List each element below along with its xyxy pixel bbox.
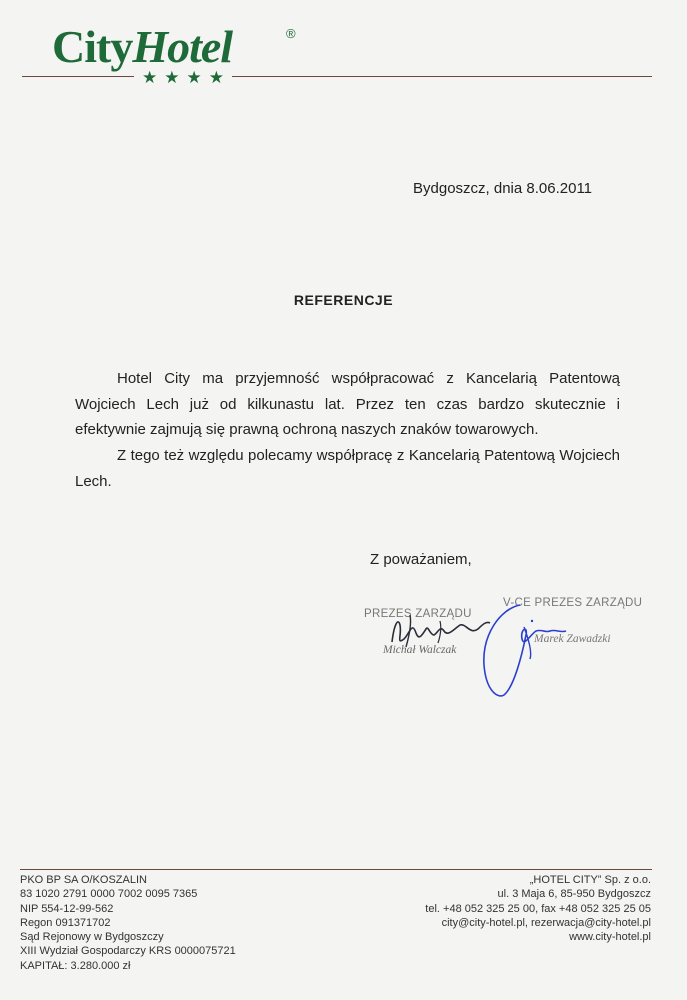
footer-left-line: PKO BP SA O/KOSZALIN bbox=[20, 874, 147, 886]
footer-right-line: tel. +48 052 325 25 00, fax +48 052 325 25 05 bbox=[425, 902, 651, 915]
logo-wordmark bbox=[52, 22, 232, 72]
footer-left-line: Sąd Rejonowy w Bydgoszczy bbox=[20, 931, 164, 944]
footer-right-line: „HOTEL CITY” Sp. z o.o. bbox=[529, 874, 651, 886]
signature-title-right: V-CE PREZES ZARZĄDU bbox=[503, 597, 643, 609]
footer-right-line: www.city-hotel.pl bbox=[569, 931, 651, 944]
logo-hotel-text: Hotel bbox=[132, 21, 233, 72]
letter-date: Bydgoszcz, dnia 8.06.2011 bbox=[413, 180, 593, 197]
signature-name-left: Michał Walczak bbox=[383, 644, 457, 656]
footer-left-line: XIII Wydział Gospodarczy KRS 0000075721 bbox=[20, 945, 236, 958]
footer-left-line: Regon 091371702 bbox=[20, 916, 111, 929]
signature-right-scribble bbox=[484, 605, 566, 696]
footer-left-line: KAPITAŁ: 3.280.000 zł bbox=[20, 959, 131, 972]
footer-left-line: 83 1020 2791 0000 7002 0095 7365 bbox=[20, 888, 198, 901]
handwritten-signatures bbox=[370, 595, 643, 705]
paragraph-1-text: Hotel City ma przyjemność współpracować z Kancelarią Patentową Wojciech Lech już od kilkunastu lat. Przez ten czas bardzo skutecznie i efektywnie zajmują się prawną ochroną naszych znaków towarowych. bbox=[75, 370, 620, 438]
logo-stars: ★★★★ bbox=[142, 68, 231, 87]
letter-paragraph-1 bbox=[75, 366, 620, 443]
registered-mark: ® bbox=[286, 26, 296, 41]
logo-city-text: City bbox=[52, 21, 133, 72]
header-divider-right bbox=[232, 76, 652, 77]
footer-company-bank-info bbox=[20, 873, 236, 973]
letter-title: REFERENCJE bbox=[293, 292, 394, 308]
letter-closing: Z poważaniem, bbox=[370, 551, 472, 568]
footer-divider bbox=[20, 869, 652, 870]
paragraph-2-text: Z tego też względu polecamy współpracę z Kancelarią Patentową Wojciech Lech. bbox=[75, 447, 620, 490]
footer-right-line: city@city-hotel.pl, rezerwacja@city-hotel.pl bbox=[441, 916, 651, 929]
city-hotel-logo bbox=[52, 22, 312, 88]
footer-left-line: NIP 554-12-99-562 bbox=[20, 902, 114, 915]
header-divider-left bbox=[22, 76, 134, 77]
signature-name-right: Marek Zawadzki bbox=[534, 633, 611, 645]
footer-right-line: ul. 3 Maja 6, 85-950 Bydgoszcz bbox=[497, 888, 651, 901]
footer-contact-info bbox=[425, 873, 651, 944]
letter-paragraph-2 bbox=[75, 443, 620, 494]
signature-title-left: PREZES ZARZĄDU bbox=[364, 608, 472, 620]
